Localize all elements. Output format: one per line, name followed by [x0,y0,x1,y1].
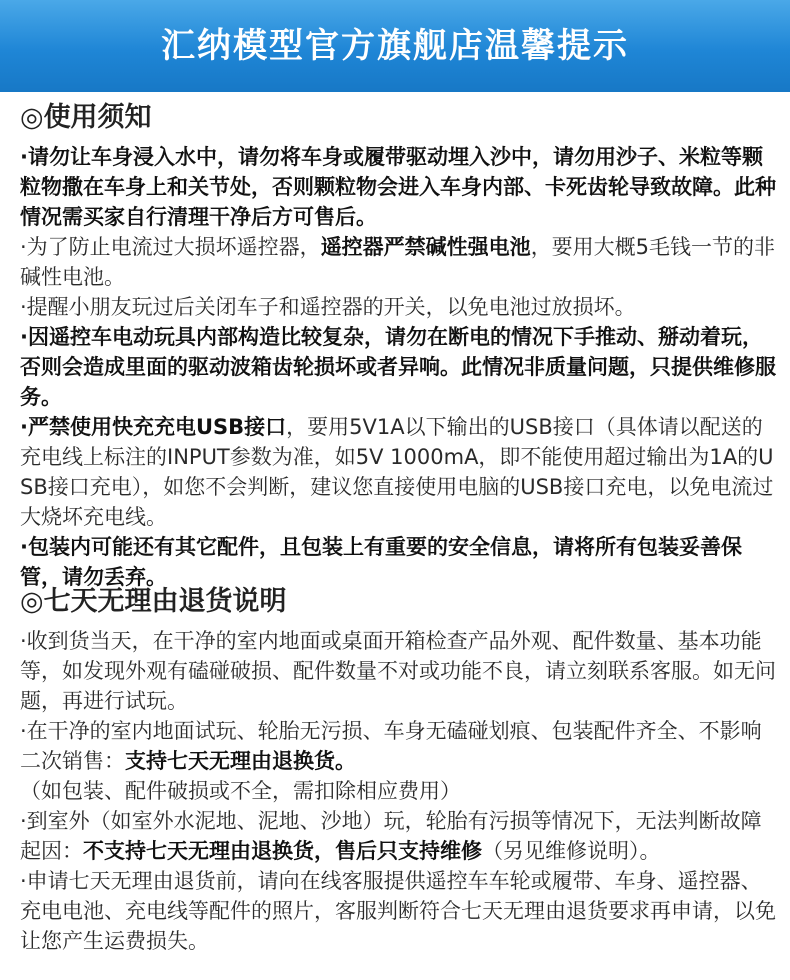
return-item-apply: ·申请七天无理由退货前，请向在线客服提供遥控车车轮或履带、车身、遥控器、充电电池、充电线等配件的照片，客服判断符合七天无理由退货要求再申请，以免让您产生运费损失。 [20,869,776,953]
notice-item-no-push: ·因遥控车电动玩具内部构造比较复杂，请勿在断电的情况下手推动、掰动着玩，否则会造成里面的驱动波箱齿轮损坏或者异响。此情况非质量问题，只提供维修服务。 [20,325,776,409]
header-banner [0,0,790,92]
return-policy-title: 七天无理由退货说明 [43,586,287,617]
banner-title: 汇纳模型官方旗舰店温馨提示 [161,26,629,66]
usage-notice-heading [20,98,780,138]
usb-warning: ·严禁使用快充充电USB接口 [20,415,287,439]
return-policy-section [20,582,780,956]
return-supported: 支持七天无理由退换货。 [125,749,356,773]
circle-mark-icon: ◎ [20,586,44,617]
usage-notice-title: 使用须知 [43,102,152,133]
return-item-outdoor: ·到室外（如室外水泥地、泥地、沙地）玩，轮胎有污损等情况下，无法判断故障起因：不支持七天无理由退换货，售后只支持维修（另见维修说明）。 [20,809,762,863]
notice-item-usb-charging: ·严禁使用快充充电USB接口，要用5V1A以下输出的USB接口（具体请以配送的充电线上标注的INPUT参数为准，如5V 1000mA，即不能使用超过输出为1A的USB接口充电），如您不会判断，建议您直接使用电脑的USB接口充电，以免电流过大烧坏充电线。 [20,415,774,529]
usage-notice-section [20,98,780,592]
notice-item-packaging: ·包装内可能还有其它配件，且包装上有重要的安全信息，请将所有包装妥善保管，请勿丢弃。 [20,535,742,589]
return-item-indoor: ·在干净的室内地面试玩、轮胎无污损、车身无磕碰划痕、包装配件齐全、不影响二次销售：支持七天无理由退换货。（如包装、配件破损或不全，需扣除相应费用） [20,719,762,803]
battery-warning: 遥控器严禁碱性强电池 [320,235,531,259]
return-policy-heading [20,582,780,622]
circle-mark-icon: ◎ [20,102,44,133]
return-item-inspect: ·收到货当天，在干净的室内地面或桌面开箱检查产品外观、配件数量、基本功能等，如发现外观有磕碰破损、配件数量不对或功能不良，请立刻联系客服。如无问题，再进行试玩。 [20,629,776,713]
return-not-supported: 不支持七天无理由退换货，售后只支持维修 [83,839,482,863]
notice-item-water-sand: ·请勿让车身浸入水中，请勿将车身或履带驱动埋入沙中，请勿用沙子、米粒等颗粒物撒在车身上和关节处，否则颗粒物会进入车身内部、卡死齿轮导致故障。此种情况需买家自行清理干净后方可售后。 [20,145,776,229]
notice-item-power-off: ·提醒小朋友玩过后关闭车子和遥控器的开关，以免电池过放损坏。 [20,295,636,319]
notice-item-battery: ·为了防止电流过大损坏遥控器，遥控器严禁碱性强电池，要用大概5毛钱一节的非碱性电池。 [20,235,776,289]
